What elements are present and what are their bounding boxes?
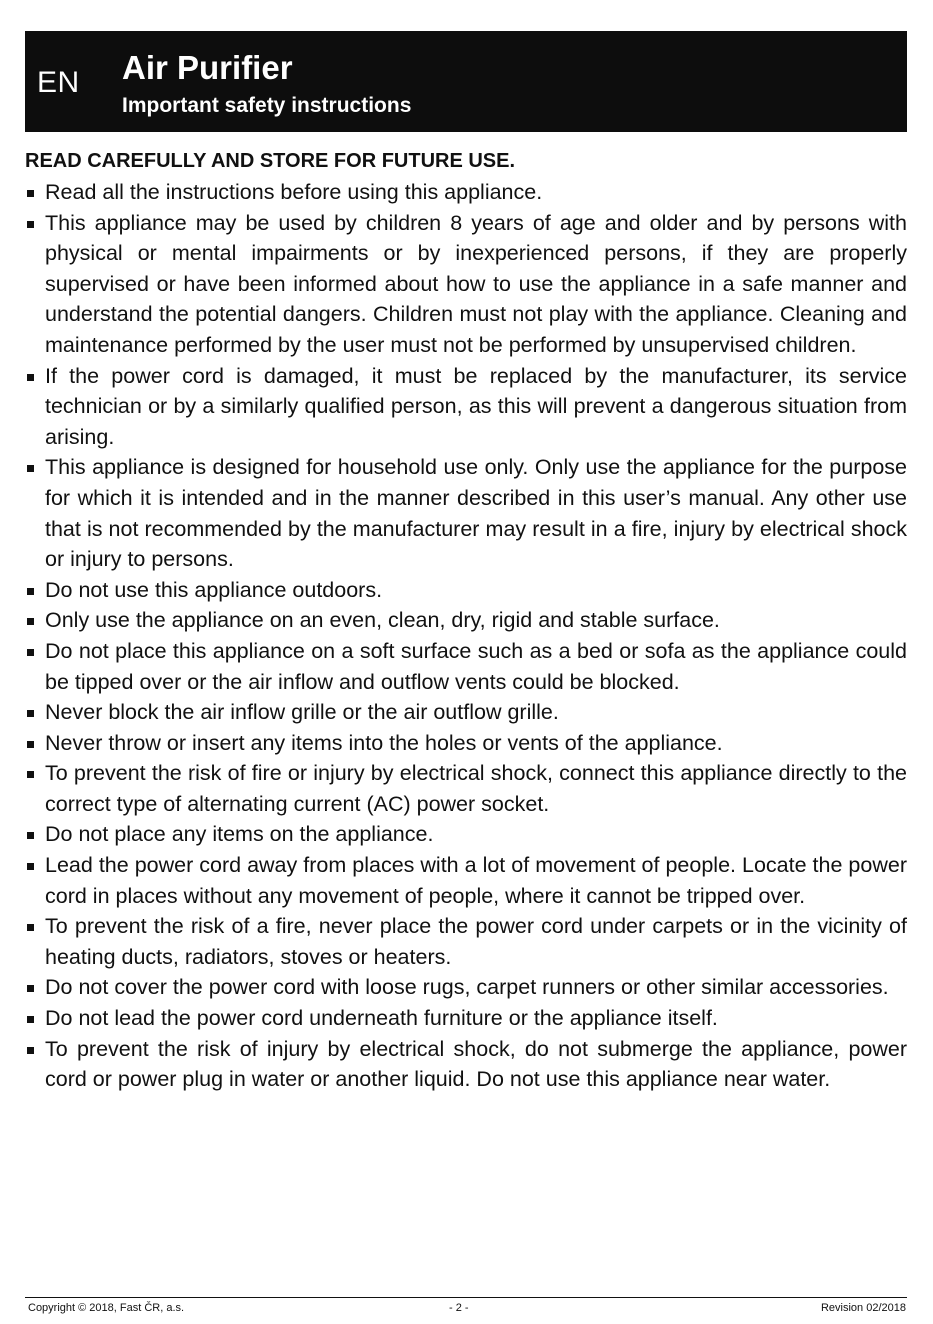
page-title: Air Purifier <box>122 49 293 86</box>
square-bullet-icon <box>27 588 34 595</box>
list-item-text: Do not cover the power cord with loose rugs, carpet runners or other similar accessories. <box>45 975 889 1000</box>
list-item-text: If the power cord is damaged, it must be replaced by the manufacturer, its service technician or by a similarly qualified person, as this will prevent a dangerous situation from arising. <box>45 363 907 449</box>
list-item <box>25 972 907 1003</box>
footer-divider <box>25 1297 907 1298</box>
square-bullet-icon <box>27 771 34 778</box>
list-item-text: This appliance is designed for household use only. Only use the appliance for the purpose for which it is intended and in the manner described in this user’s manual. Any other use that is not recommended by the manufacturer may result in a fire, injury by electrical shock or injury to persons. <box>45 455 907 572</box>
list-item-text: Do not use this appliance outdoors. <box>45 577 383 602</box>
list-item-text: To prevent the risk of a fire, never place the power cord under carpets or in the vicinity of heating ducts, radiators, stoves or heaters. <box>45 914 907 969</box>
square-bullet-icon <box>27 832 34 839</box>
list-item <box>25 605 907 636</box>
square-bullet-icon <box>27 465 34 472</box>
page-subtitle: Important safety instructions <box>122 94 412 117</box>
square-bullet-icon <box>27 863 34 870</box>
list-item <box>25 1003 907 1034</box>
square-bullet-icon <box>27 741 34 748</box>
list-item <box>25 208 907 361</box>
list-item-text: Never block the air inflow grille or the air outflow grille. <box>45 700 559 725</box>
list-item-text: Do not lead the power cord underneath furniture or the appliance itself. <box>45 1006 718 1031</box>
list-item <box>25 636 907 697</box>
header-banner <box>25 31 907 132</box>
square-bullet-icon <box>27 221 34 228</box>
square-bullet-icon <box>27 1016 34 1023</box>
square-bullet-icon <box>27 985 34 992</box>
list-item <box>25 728 907 759</box>
list-item <box>25 452 907 574</box>
list-item <box>25 1034 907 1095</box>
list-item-text: Do not place any items on the appliance. <box>45 822 434 847</box>
footer-page-number: - 2 - <box>449 1302 469 1314</box>
list-item-text: To prevent the risk of injury by electrical shock, do not submerge the appliance, power cord or power plug in water or another liquid. Do not use this appliance near water. <box>45 1036 907 1092</box>
list-item <box>25 911 907 972</box>
list-item <box>25 850 907 911</box>
square-bullet-icon <box>27 374 34 381</box>
list-item <box>25 697 907 728</box>
list-item-text: To prevent the risk of fire or injury by electrical shock, connect this appliance directly to the correct type of alternating current (AC) power socket. <box>45 761 907 816</box>
list-item-text: Never throw or insert any items into the holes or vents of the appliance. <box>45 730 723 755</box>
list-item-text: Read all the instructions before using this appliance. <box>45 180 543 204</box>
lead-heading: READ CAREFULLY AND STORE FOR FUTURE USE. <box>25 150 516 172</box>
list-item <box>25 819 907 850</box>
square-bullet-icon <box>27 1047 34 1054</box>
list-item <box>25 361 907 453</box>
footer-copyright: Copyright © 2018, Fast ČR, a.s. <box>28 1302 185 1314</box>
list-item <box>25 575 907 606</box>
footer-revision: Revision 02/2018 <box>820 1302 906 1314</box>
square-bullet-icon <box>27 618 34 625</box>
list-item <box>25 758 907 819</box>
square-bullet-icon <box>27 190 34 197</box>
list-item-text: This appliance may be used by children 8 years of age and older and by persons with physical or mental impairments or by inexperienced persons, if they are properly supervised or have been informed about how to use the appliance in a safe manner and understand the potential dangers. Children must not play with the appliance. Cleaning and maintenance performed by the user must not be performed by unsupervised children. <box>45 210 907 357</box>
list-item-text: Do not place this appliance on a soft surface such as a bed or sofa as the appliance could be tipped over or the air inflow and outflow vents could be blocked. <box>45 638 907 694</box>
language-code: EN <box>37 66 80 99</box>
square-bullet-icon <box>27 710 34 717</box>
list-item-text: Only use the appliance on an even, clean, dry, rigid and stable surface. <box>45 608 720 633</box>
content-body <box>25 146 907 1095</box>
square-bullet-icon <box>27 924 34 931</box>
square-bullet-icon <box>27 649 34 656</box>
safety-rules-list <box>25 177 907 1095</box>
list-item <box>25 177 907 208</box>
list-item-text: Lead the power cord away from places with a lot of movement of people. Locate the power cord in places without any movement of people, where it cannot be tripped over. <box>45 853 907 908</box>
